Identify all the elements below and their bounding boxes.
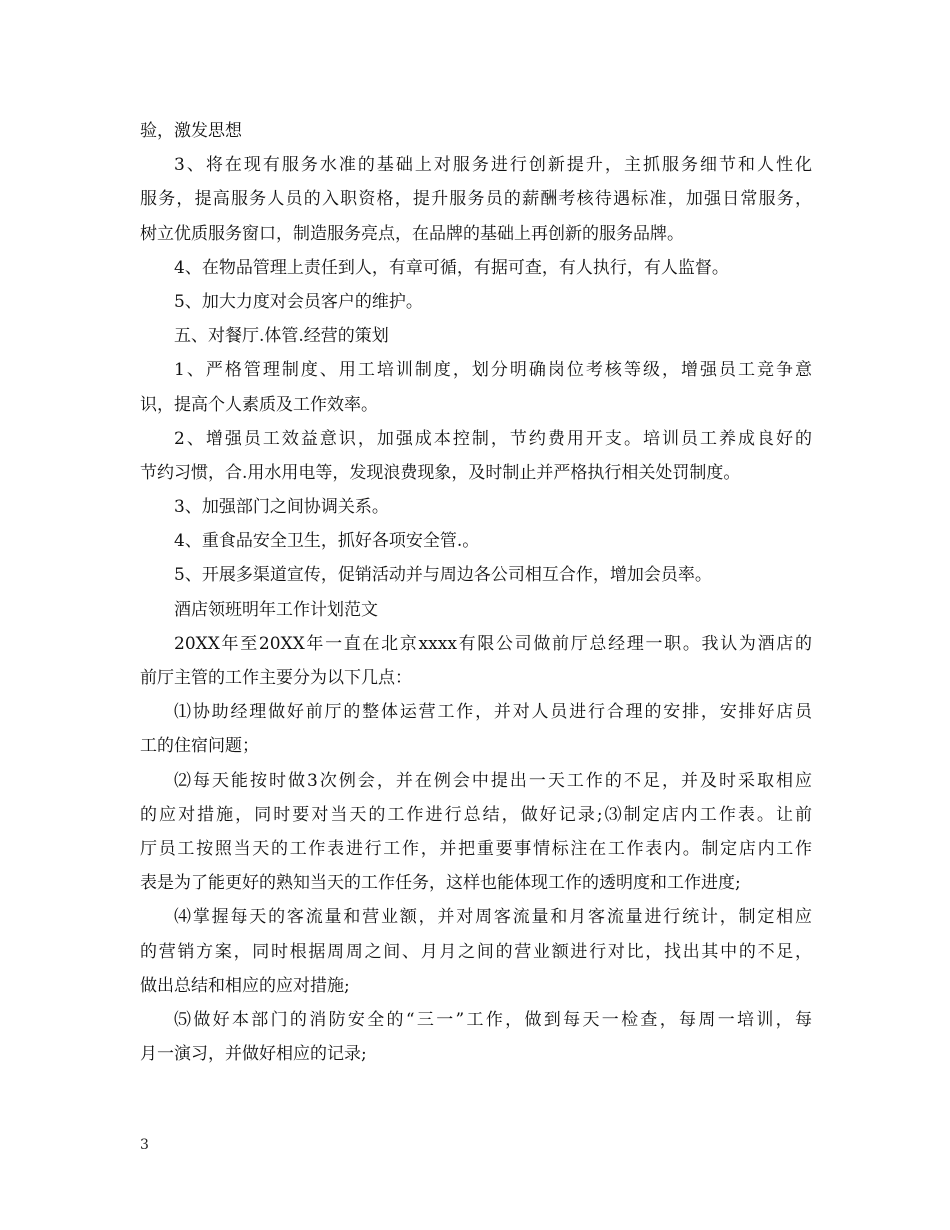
document-subtitle: 酒店领班明年工作计划范文: [174, 599, 378, 620]
text-line: 的营销方案，同时根据周周之间、月月之间的营业额进行对比，找出其中的不足，: [140, 941, 812, 962]
text-line: 20XX年至20XX年一直在北京xxxx有限公司做前厅总经理一职。我认为酒店的: [174, 633, 812, 654]
text-line: ⑵每天能按时做3次例会，并在例会中提出一天工作的不足，并及时采取相应: [174, 770, 812, 791]
text-line: ⑷掌握每天的客流量和营业额，并对周客流量和月客流量进行统计，制定相应: [174, 907, 812, 928]
text-line: 服务，提高服务人员的入职资格，提升服务员的薪酬考核待遇标准，加强日常服务，: [140, 189, 812, 210]
text-line: 4、在物品管理上责任到人，有章可循，有据可查，有人执行，有人监督。: [174, 257, 729, 278]
text-line: 识，提高个人素质及工作效率。: [140, 394, 378, 415]
text-line: 3、加强部门之间协调关系。: [174, 497, 389, 518]
page-number: 3: [140, 1137, 149, 1153]
text-line: 2、增强员工效益意识，加强成本控制，节约费用开支。培训员工养成良好的: [174, 428, 812, 449]
text-line: 表是为了能更好的熟知当天的工作任务，这样也能体现工作的透明度和工作进度;: [140, 873, 741, 894]
section-heading: 五、对餐厅.体管.经营的策划: [174, 326, 389, 347]
text-line: 的应对措施，同时要对当天的工作进行总结，做好记录;⑶制定店内工作表。让前: [140, 804, 812, 825]
document-body: [140, 114, 812, 1071]
text-line: 验，激发思想: [140, 121, 242, 141]
text-line: 前厅主管的工作主要分为以下几点：: [140, 668, 412, 688]
text-line: 5、开展多渠道宣传，促销活动并与周边各公司相互合作，增加会员率。: [174, 565, 712, 586]
text-line: 工的住宿问题；: [140, 736, 259, 757]
text-line: 节约习惯，合.用水用电等，发现浪费现象，及时制止并严格执行相关处罚制度。: [140, 462, 741, 483]
text-line: 月一演习，并做好相应的记录;: [140, 1044, 367, 1065]
text-line: 3、将在现有服务水准的基础上对服务进行创新提升，主抓服务细节和人性化: [174, 155, 812, 176]
text-line: ⑴协助经理做好前厅的整体运营工作，并对人员进行合理的安排，安排好店员: [174, 702, 812, 723]
text-line: 5、加大力度对会员客户的维护。: [174, 291, 423, 312]
text-line: 4、重食品安全卫生，抓好各项安全管.。: [174, 531, 480, 552]
text-line: 厅员工按照当天的工作表进行工作，并把重要事情标注在工作表内。制定店内工作: [140, 838, 812, 859]
text-line: ⑸做好本部门的消防安全的“三一”工作，做到每天一检查，每周一培训，每: [174, 1009, 812, 1030]
text-line: 1、严格管理制度、用工培训制度，划分明确岗位考核等级，增强员工竞争意: [174, 360, 812, 381]
text-line: 树立优质服务窗口，制造服务亮点，在品牌的基础上再创新的服务品牌。: [140, 223, 684, 244]
text-line: 做出总结和相应的应对措施;: [140, 975, 350, 996]
